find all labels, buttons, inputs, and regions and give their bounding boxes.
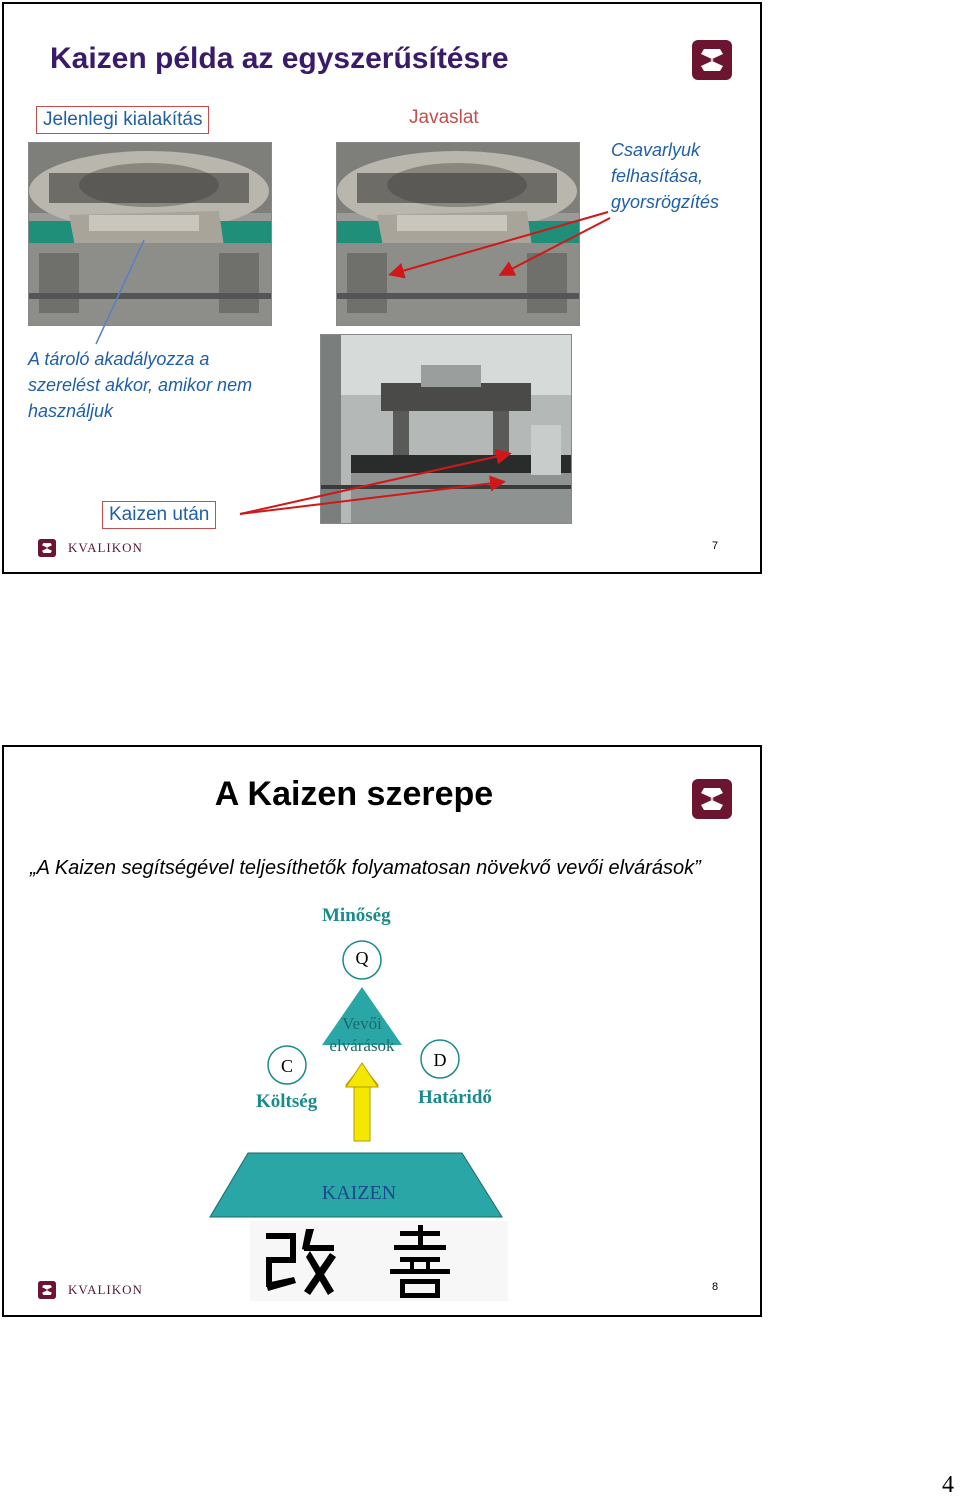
note-line: szerelést akkor, amikor nem	[28, 375, 253, 395]
label-after-kaizen: Kaizen után	[102, 501, 216, 529]
footer-brand: KVALIKON	[68, 540, 143, 555]
slide-8	[2, 745, 762, 1317]
page-number: 4	[942, 1472, 954, 1498]
letter-d: D	[433, 1050, 447, 1070]
center-line: elvárások	[329, 1036, 395, 1055]
company-logo-icon	[692, 779, 732, 819]
slide-7	[2, 2, 762, 574]
annotation-arrows	[4, 4, 760, 572]
kaizen-quote: „A Kaizen segítségével teljesíthetők folyamatosan növekvő vevői elvárások”	[30, 857, 701, 879]
center-line: Vevői	[342, 1014, 382, 1033]
slide-title: A Kaizen szerepe	[214, 775, 494, 813]
note-line: felhasítása,	[611, 166, 704, 186]
slide-number: 8	[712, 1281, 719, 1293]
center-label	[322, 1013, 402, 1057]
label-current-design: Jelenlegi kialakítás	[36, 106, 209, 134]
footer-logo-icon	[38, 539, 56, 557]
slide-title: Kaizen példa az egyszerűsítésre	[50, 42, 509, 75]
slide-number: 7	[712, 540, 719, 552]
kaizen-kanji-image	[250, 1221, 508, 1301]
note-line: Csavarlyuk	[611, 140, 701, 160]
letter-q: Q	[355, 948, 369, 968]
note-line: A tároló akadályozza a	[28, 349, 210, 369]
letter-c: C	[280, 1056, 293, 1076]
label-proposal: Javaslat	[409, 107, 479, 128]
note-line: használjuk	[28, 401, 114, 421]
label-quality: Minőség	[322, 905, 391, 926]
label-deadline: Határidő	[418, 1087, 492, 1108]
label-cost: Költség	[256, 1091, 318, 1112]
note-line: gyorsrögzítés	[611, 192, 720, 212]
footer-logo-icon	[38, 1281, 56, 1299]
footer-brand: KVALIKON	[68, 1282, 143, 1297]
kaizen-base-label: KAIZEN	[321, 1182, 397, 1204]
